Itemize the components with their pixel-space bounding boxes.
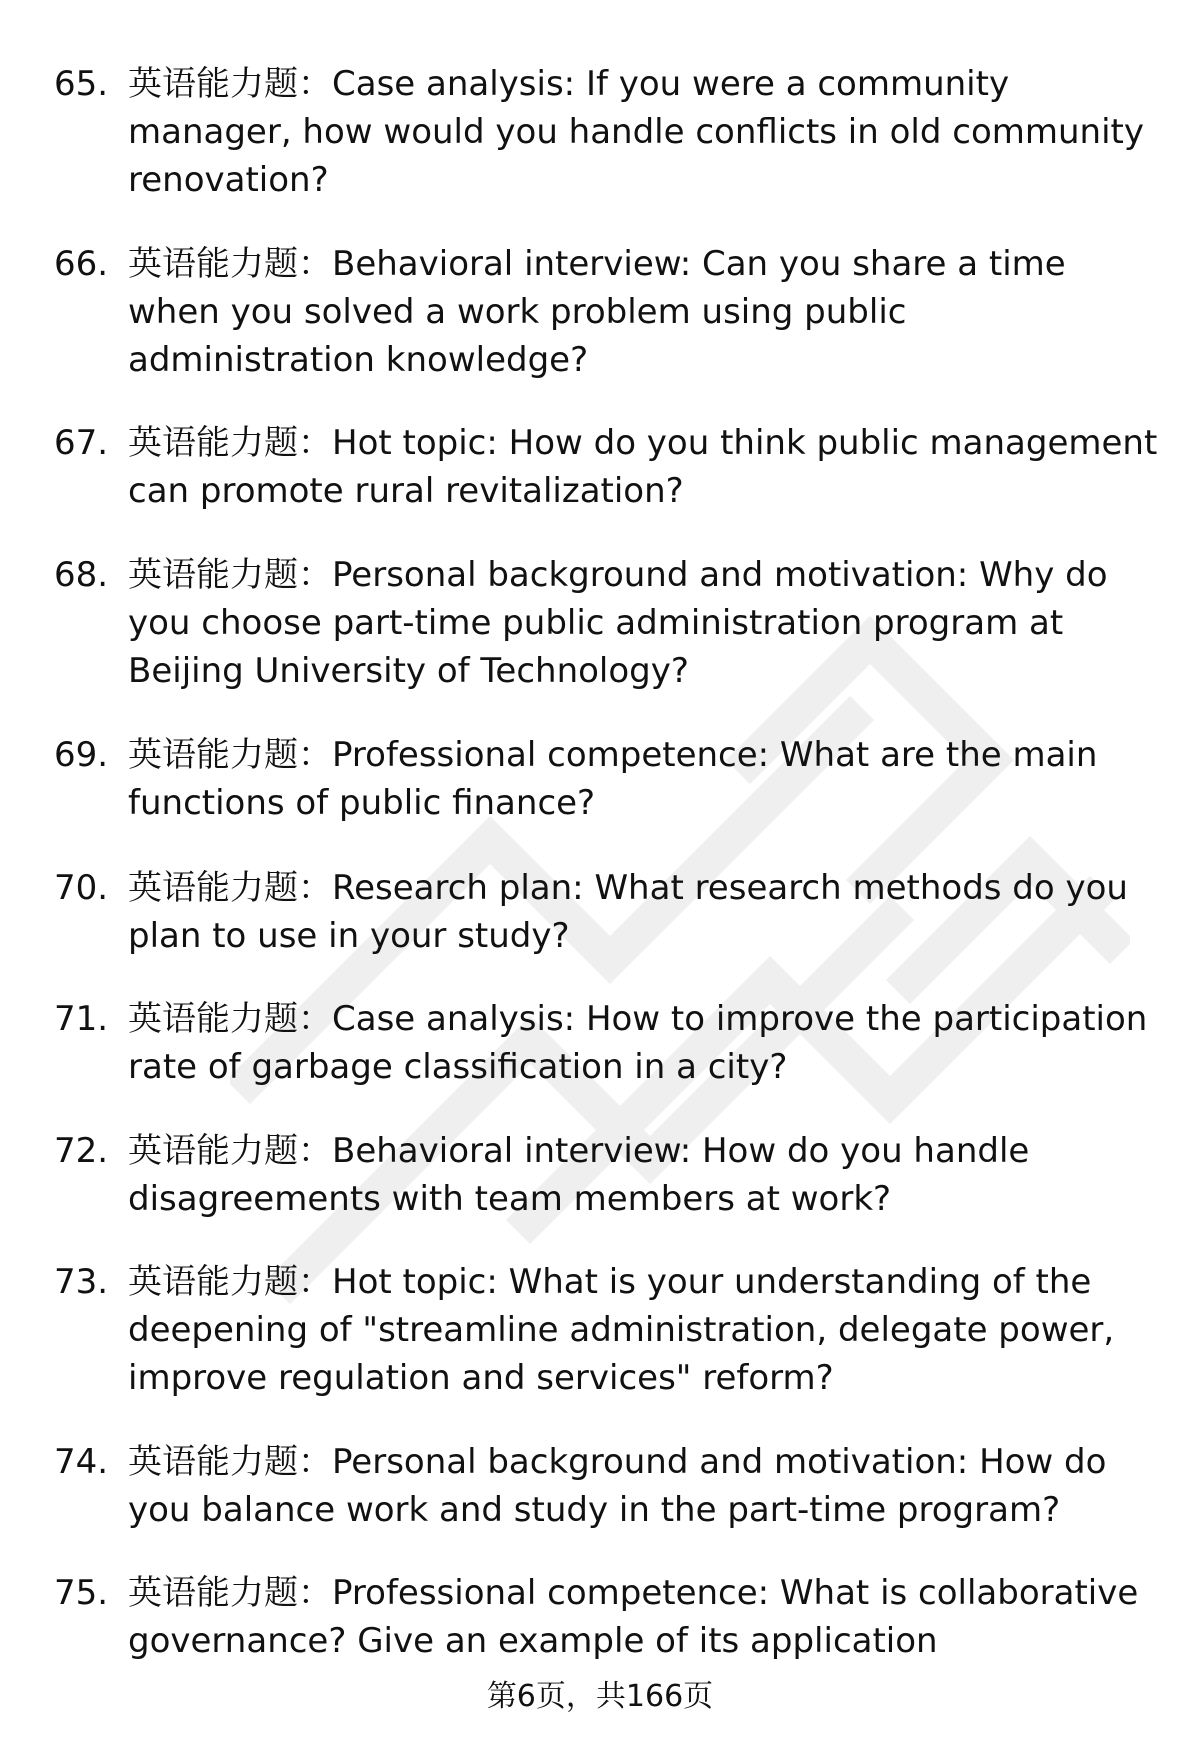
- question-item: [54, 864, 1164, 960]
- question-text: Case analysis: How to improve the participation rate of garbage classification in a city?: [128, 999, 1148, 1087]
- question-text: Personal background and motivation: Why do you choose part-time public administration program at Beijing University of Technology?: [128, 555, 1108, 691]
- question-number: 66.: [54, 244, 109, 284]
- question-text: Research plan: What research methods do you plan to use in your study?: [128, 868, 1128, 956]
- question-body: [128, 1569, 1164, 1665]
- page-footer: 第6页，共166页: [486, 1679, 714, 1714]
- question-category: 英语能力题：: [128, 1262, 332, 1302]
- question-body: [128, 240, 1164, 384]
- question-number: 67.: [54, 423, 109, 463]
- question-text: Hot topic: What is your understanding of the deepening of "streamline administration, delegate power, improve regulation and services" reform?: [128, 1262, 1115, 1398]
- question-category: 英语能力题：: [128, 735, 332, 775]
- question-category: 英语能力题：: [128, 423, 332, 463]
- question-text: Behavioral interview: How do you handle disagreements with team members at work?: [128, 1131, 1030, 1219]
- question-text: Behavioral interview: Can you share a time when you solved a work problem using public administration knowledge?: [128, 244, 1066, 380]
- question-number: 70.: [54, 868, 109, 908]
- question-text: Hot topic: How do you think public management can promote rural revitalization?: [128, 423, 1158, 511]
- question-text: Professional competence: What are the main functions of public finance?: [128, 735, 1098, 823]
- question-text: Personal background and motivation: How do you balance work and study in the part-time program?: [128, 1442, 1107, 1530]
- question-number: 65.: [54, 64, 109, 104]
- question-item: [54, 240, 1164, 384]
- question-body: [128, 995, 1164, 1091]
- question-item: [54, 551, 1164, 695]
- question-category: 英语能力题：: [128, 1573, 332, 1613]
- question-body: [128, 1258, 1164, 1402]
- question-number: 75.: [54, 1573, 109, 1613]
- question-body: [128, 419, 1164, 515]
- question-text: Professional competence: What is collaborative governance? Give an example of its application: [128, 1573, 1139, 1661]
- question-text: Case analysis: If you were a community manager, how would you handle conflicts in old community renovation?: [128, 64, 1144, 200]
- question-category: 英语能力题：: [128, 868, 332, 908]
- question-number: 72.: [54, 1131, 109, 1171]
- question-item: [54, 1438, 1164, 1534]
- question-item: [54, 1258, 1164, 1402]
- question-number: 68.: [54, 555, 109, 595]
- question-body: [128, 60, 1164, 204]
- question-category: 英语能力题：: [128, 555, 332, 595]
- question-item: [54, 995, 1164, 1091]
- question-category: 英语能力题：: [128, 1131, 332, 1171]
- question-item: [54, 1569, 1164, 1665]
- question-category: 英语能力题：: [128, 1442, 332, 1482]
- question-number: 74.: [54, 1442, 109, 1482]
- question-body: [128, 864, 1164, 960]
- question-number: 71.: [54, 999, 109, 1039]
- question-body: [128, 731, 1164, 827]
- question-category: 英语能力题：: [128, 64, 332, 104]
- question-body: [128, 551, 1164, 695]
- question-number: 69.: [54, 735, 109, 775]
- question-number: 73.: [54, 1262, 109, 1302]
- question-item: [54, 419, 1164, 515]
- question-body: [128, 1438, 1164, 1534]
- question-category: 英语能力题：: [128, 999, 332, 1039]
- question-body: [128, 1127, 1164, 1223]
- question-category: 英语能力题：: [128, 244, 332, 284]
- question-item: [54, 60, 1164, 204]
- question-item: [54, 1127, 1164, 1223]
- question-item: [54, 731, 1164, 827]
